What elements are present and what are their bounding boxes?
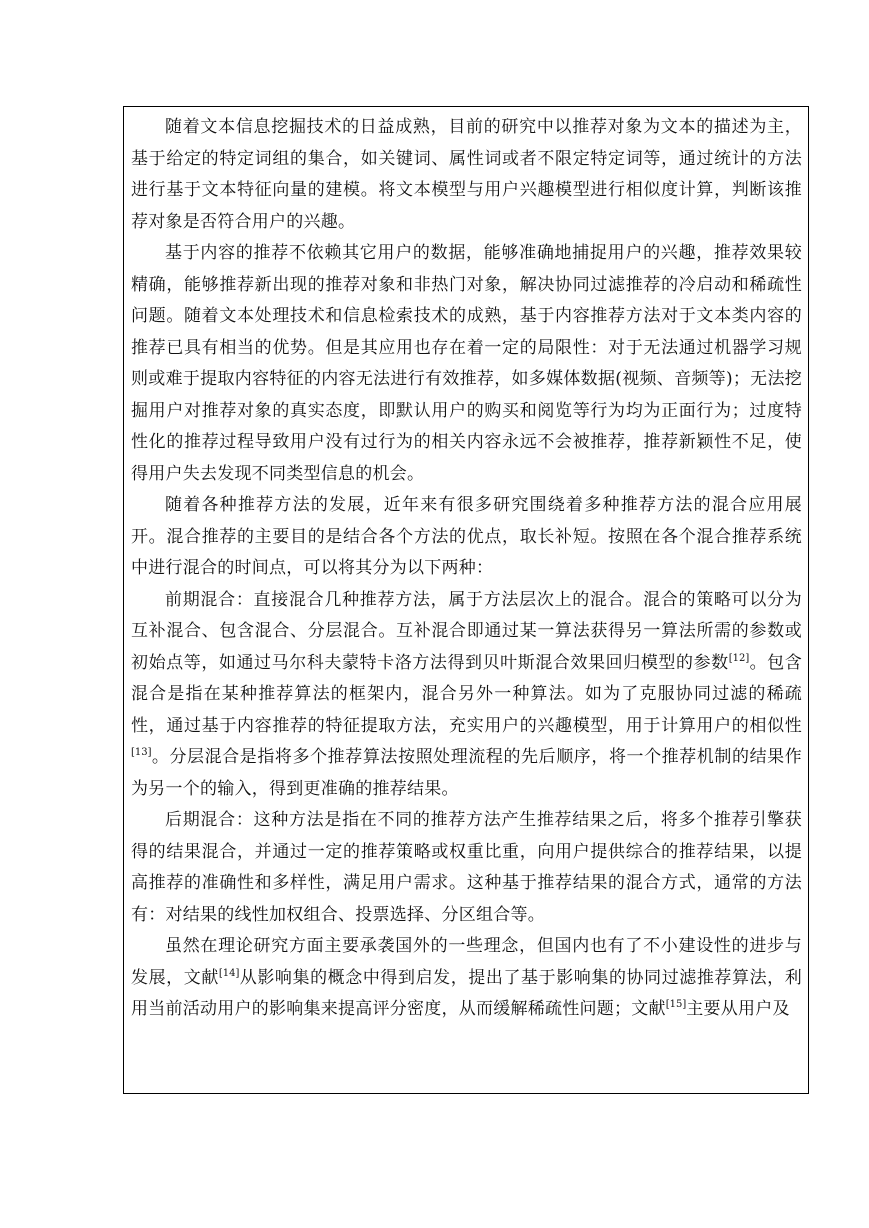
citation-ref: [13] [131,747,152,758]
paragraph-text: 随着文本信息挖掘技术的日益成熟，目前的研究中以推荐对象为文本的描述为主，基于给定的特定词组的集合，如关键词、属性词或者不限定特定词等，通过统计的方法进行基于文本特征向量的建模。将文本模型与用户兴趣模型进行相似度计算，判断该推荐对象是否符合用户的兴趣。 [131,117,802,232]
paragraph-text: 基于内容的推荐不依赖其它用户的数据，能够准确地捕捉用户的兴趣，推荐效果较精确，能够推荐新出现的推荐对象和非热门对象，解决协同过滤推荐的冷启动和稀疏性问题。随着文本处理技术和信息检索技术的成熟，基于内容推荐方法对于文本类内容的推荐已具有相当的优势。但是其应用也存在着一定的局限性：对于无法通过机器学习规则或难于提取内容特征的内容无法进行有效推荐，如多媒体数据(视频、音频等)；无法挖掘用户对推荐对象的真实态度，即默认用户的购买和阅览等行为均为正面行为；过度特性化的推荐过程导致用户没有过行为的相关内容永远不会被推荐，推荐新颖性不足，使得用户失去发现不同类型信息的机会。 [131,243,802,484]
body-paragraph [131,112,802,238]
document-body [131,112,802,1026]
citation-ref: [15] [665,999,687,1010]
body-paragraph [131,238,802,490]
paragraph-text: 从影响集的概念中得到启发，提出了基于影响集的协同过滤推荐算法，利用当前活动用户的影响集来提高评分密度，从而缓解稀疏性问题；文献 [131,967,803,1019]
paragraph-text: 前期混合：直接混合几种推荐方法，属于方法层次上的混合。混合的策略可以分为互补混合、包含混合、分层混合。互补混合即通过某一算法获得另一算法所需的参数或初始点等，如通过马尔科夫蒙特卡洛方法得到贝叶斯混合效果回归模型的参数 [131,589,802,673]
citation-ref: [12] [728,652,750,664]
body-paragraph [131,490,802,585]
paragraph-text: 随着各种推荐方法的发展，近年来有很多研究围绕着多种推荐方法的混合应用展开。混合推荐的主要目的是结合各个方法的优点，取长补短。按照在各个混合推荐系统中进行混合的时间点，可以将其分为以下两种： [131,495,802,578]
paragraph-text: 后期混合：这种方法是指在不同的推荐方法产生推荐结果之后，将多个推荐引擎获得的结果混合，并通过一定的推荐策略或权重比重，向用户提供综合的推荐结果，以提高推荐的准确性和多样性，满足用户需求。这种基于推荐结果的混合方式，通常的方法有：对结果的线性加权组合、投票选择、分区组合等。 [131,810,802,925]
paragraph-text: 。分层混合是指将多个推荐算法按照处理流程的先后顺序，将一个推荐机制的结果作为另一个的输入，得到更准确的推荐结果。 [131,747,802,799]
paragraph-text: 虽然在理论研究方面主要承袭国外的一些理念，但国内也有了不小建设性的进步与发展，文献 [131,936,802,988]
body-paragraph [131,585,802,806]
paragraph-text: 主要从用户及 [686,999,790,1019]
body-paragraph [131,805,802,931]
document-frame [123,106,809,1094]
citation-ref: [14] [218,967,240,979]
body-paragraph [131,931,802,1026]
paragraph-text: 。包含混合是指在某种推荐算法的框架内，混合另外一种算法。如为了克服协同过滤的稀疏性，通过基于内容推荐的特征提取方法，充实用户的兴趣模型，用于计算用户的相似性 [131,652,803,736]
